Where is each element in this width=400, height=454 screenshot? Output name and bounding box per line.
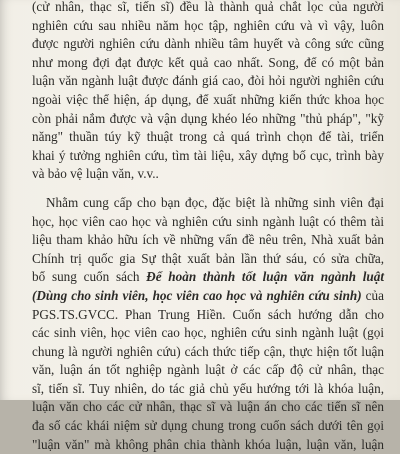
text-line: Chính trị quốc gia Sự thật xuất bản lần thứ sáu, có sửa chữa, <box>32 250 384 266</box>
text-line: ngoài việc thể hiện, áp dụng, để xuất những kiến thức khoa học <box>32 91 384 107</box>
text-line: luận văn ngành luật được đánh giá cao, đòi hỏi người nghiên cứu <box>32 73 384 89</box>
text-line: như mong đợi đạt được kết quả cao nhất. Song, để có một bản <box>32 54 384 70</box>
paragraph-2 <box>32 194 384 454</box>
text-line: Nhằm cung cấp cho bạn đọc, đặc biệt là những sinh viên đại <box>46 194 384 210</box>
text-line: và bảo vệ luận văn, v.v.. <box>32 166 159 182</box>
text-run: của <box>361 287 384 303</box>
book-subtitle: (Dùng cho sinh viên, học viên cao học và nghiên cứu sinh) <box>32 287 362 303</box>
paragraph-gap <box>32 184 384 194</box>
text-line <box>32 268 384 287</box>
text-line: được người nghiên cứu dành nhiều tâm huyết và công sức cũng <box>32 36 384 52</box>
text-line: còn phải nắm được và vận dụng khéo léo những "thủ pháp", "kỹ <box>32 110 384 126</box>
text-run: bổ sung cuốn sách <box>32 269 147 285</box>
text-line: sĩ, tiến sĩ. Tuy nhiên, do tác giả chủ yếu hướng tới là khóa luận, <box>32 380 384 396</box>
text-line: liệu tham khảo hữu ích về những vấn đề nêu trên, Nhà xuất bản <box>32 232 384 248</box>
text-line: đa số các khái niệm sử dụng chung trong cuốn sách dưới tên gọi <box>32 418 384 434</box>
text-line: nghiên cứu sau nhiều năm học tập, nghiên cứu và vì vậy, luôn <box>32 17 384 33</box>
text-line: chung là người nghiên cứu) cách thức tiếp cận, thực hiện tốt luận <box>32 343 384 359</box>
text-line: văn, luận án tốt nghiệp ngành luật ở các cấp độ cử nhân, thạc <box>32 362 384 378</box>
text-line <box>32 287 384 306</box>
book-title: Để hoàn thành tốt luận văn ngành luật <box>146 269 384 285</box>
text-line: (cử nhân, thạc sĩ, tiến sĩ) đều là thành quả chắt lọc của người <box>32 0 384 14</box>
page-text <box>32 0 384 454</box>
text-line: khai ý tưởng nghiên cứu, tìm tài liệu, xây dựng bố cục, trình bày <box>32 147 384 163</box>
text-line: "luận văn" mà không phân chia thành khóa luận, luận văn, luận <box>32 436 384 452</box>
text-line: luận văn cho các cử nhân, thạc sĩ và luận án cho các tiến sĩ nên <box>32 399 384 415</box>
text-line: các sinh viên, học viên cao học, nghiên cứu sinh ngành luật (gọi <box>32 325 384 341</box>
text-line: năng" thuần túy kỹ thuật trong cả quá trình chọn để tài, triển <box>32 129 384 145</box>
text-line: học, học viên cao học và nghiên cứu sinh ngành luật có thêm tài <box>32 213 384 229</box>
text-line: PGS.TS.GVCC. Phan Trung Hiền. Cuốn sách hướng dẫn cho <box>32 306 384 322</box>
paragraph-1 <box>32 0 384 184</box>
